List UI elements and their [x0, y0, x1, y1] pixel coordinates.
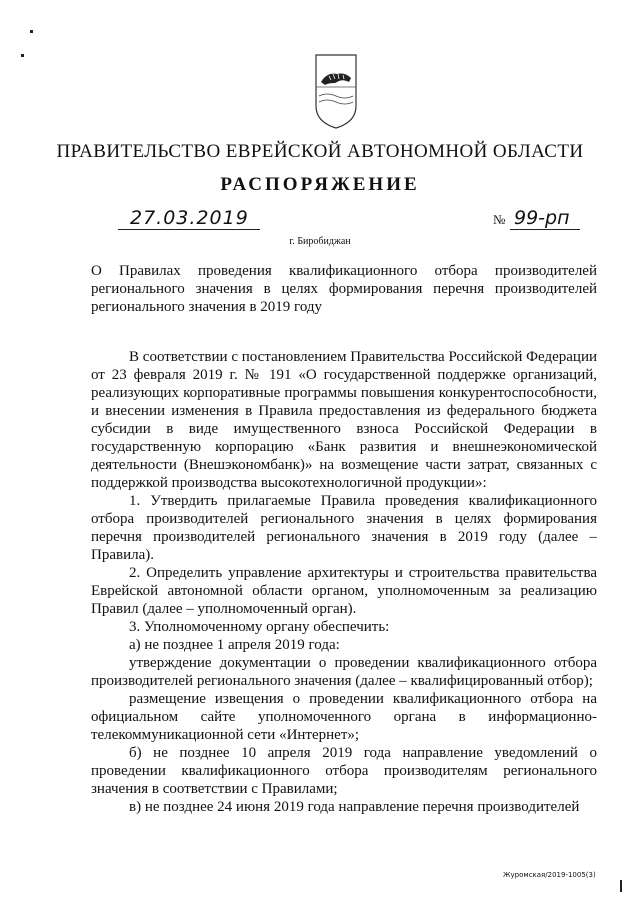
document-type-title: РАСПОРЯЖЕНИЕ — [220, 174, 420, 195]
paragraph-preamble: В соответствии с постановлением Правительства Российской Федерации от 23 февраля 2019 г. № 191 «О государственной поддержке организаций, реализующих корпоративные программы повышения конкурентоспособности, и внесении изменения в Правила предоставления из федерального бюджета субсидии в виде имущественного взноса Российской Федерации в государственную корпорацию «Банк развития и внешнеэкономической деятельности (Внешэкономбанк)» на возмещение части затрат, связанных с поддержкой производства высокотехнологичной продукции»: — [91, 349, 597, 491]
footer-reference: Журомская/2019-1005(3) — [503, 871, 596, 879]
paragraph-item-1: 1. Утвердить прилагаемые Правила проведения квалификационного отбора производителей регионального значения в целях формирования перечня производителей регионального значения в 2019 году (далее – Правила). — [91, 493, 597, 563]
city-label: г. Биробиджан — [289, 236, 351, 247]
number-sign: № — [493, 212, 506, 227]
paragraph-item-3b: б) не позднее 10 апреля 2019 года направление уведомлений о проведении квалификационного отбора производителям регионального значения в соответствии с Правилами; — [91, 745, 597, 797]
document-subject: О Правилах проведения квалификационного отбора производителей регионального значения в целях формирования перечня производителей регионального значения в 2019 году — [91, 263, 597, 315]
scan-speck-1 — [30, 30, 33, 33]
paragraph-item-3a-1: утверждение документации о проведении квалификационного отбора производителей регионального значения (далее – квалифицированный отбор); — [91, 655, 597, 689]
coat-of-arms-emblem — [313, 52, 359, 130]
paragraph-item-3a-2: размещение извещения о проведении квалификационного отбора на официальном сайте уполномоченного органа в информационно-телекоммуникационной сети «Интернет»; — [91, 691, 597, 743]
document-body — [91, 348, 597, 816]
paragraph-item-3c: в) не позднее 24 июня 2019 года направление перечня производителей — [129, 799, 580, 815]
document-date: 27.03.2019 — [118, 207, 260, 230]
scan-speck-2 — [21, 54, 24, 57]
paragraph-item-3a: а) не позднее 1 апреля 2019 года: — [129, 637, 340, 653]
government-title: ПРАВИТЕЛЬСТВО ЕВРЕЙСКОЙ АВТОНОМНОЙ ОБЛАСТИ — [56, 141, 584, 162]
paragraph-item-3: 3. Уполномоченному органу обеспечить: — [129, 619, 390, 635]
document-number: 99-рп — [510, 207, 580, 230]
paragraph-item-2: 2. Определить управление архитектуры и строительства правительства Еврейской автономной области органом, уполномоченным за реализацию Правил (далее – уполномоченный орган). — [91, 565, 597, 617]
scan-edge-mark — [620, 880, 622, 892]
